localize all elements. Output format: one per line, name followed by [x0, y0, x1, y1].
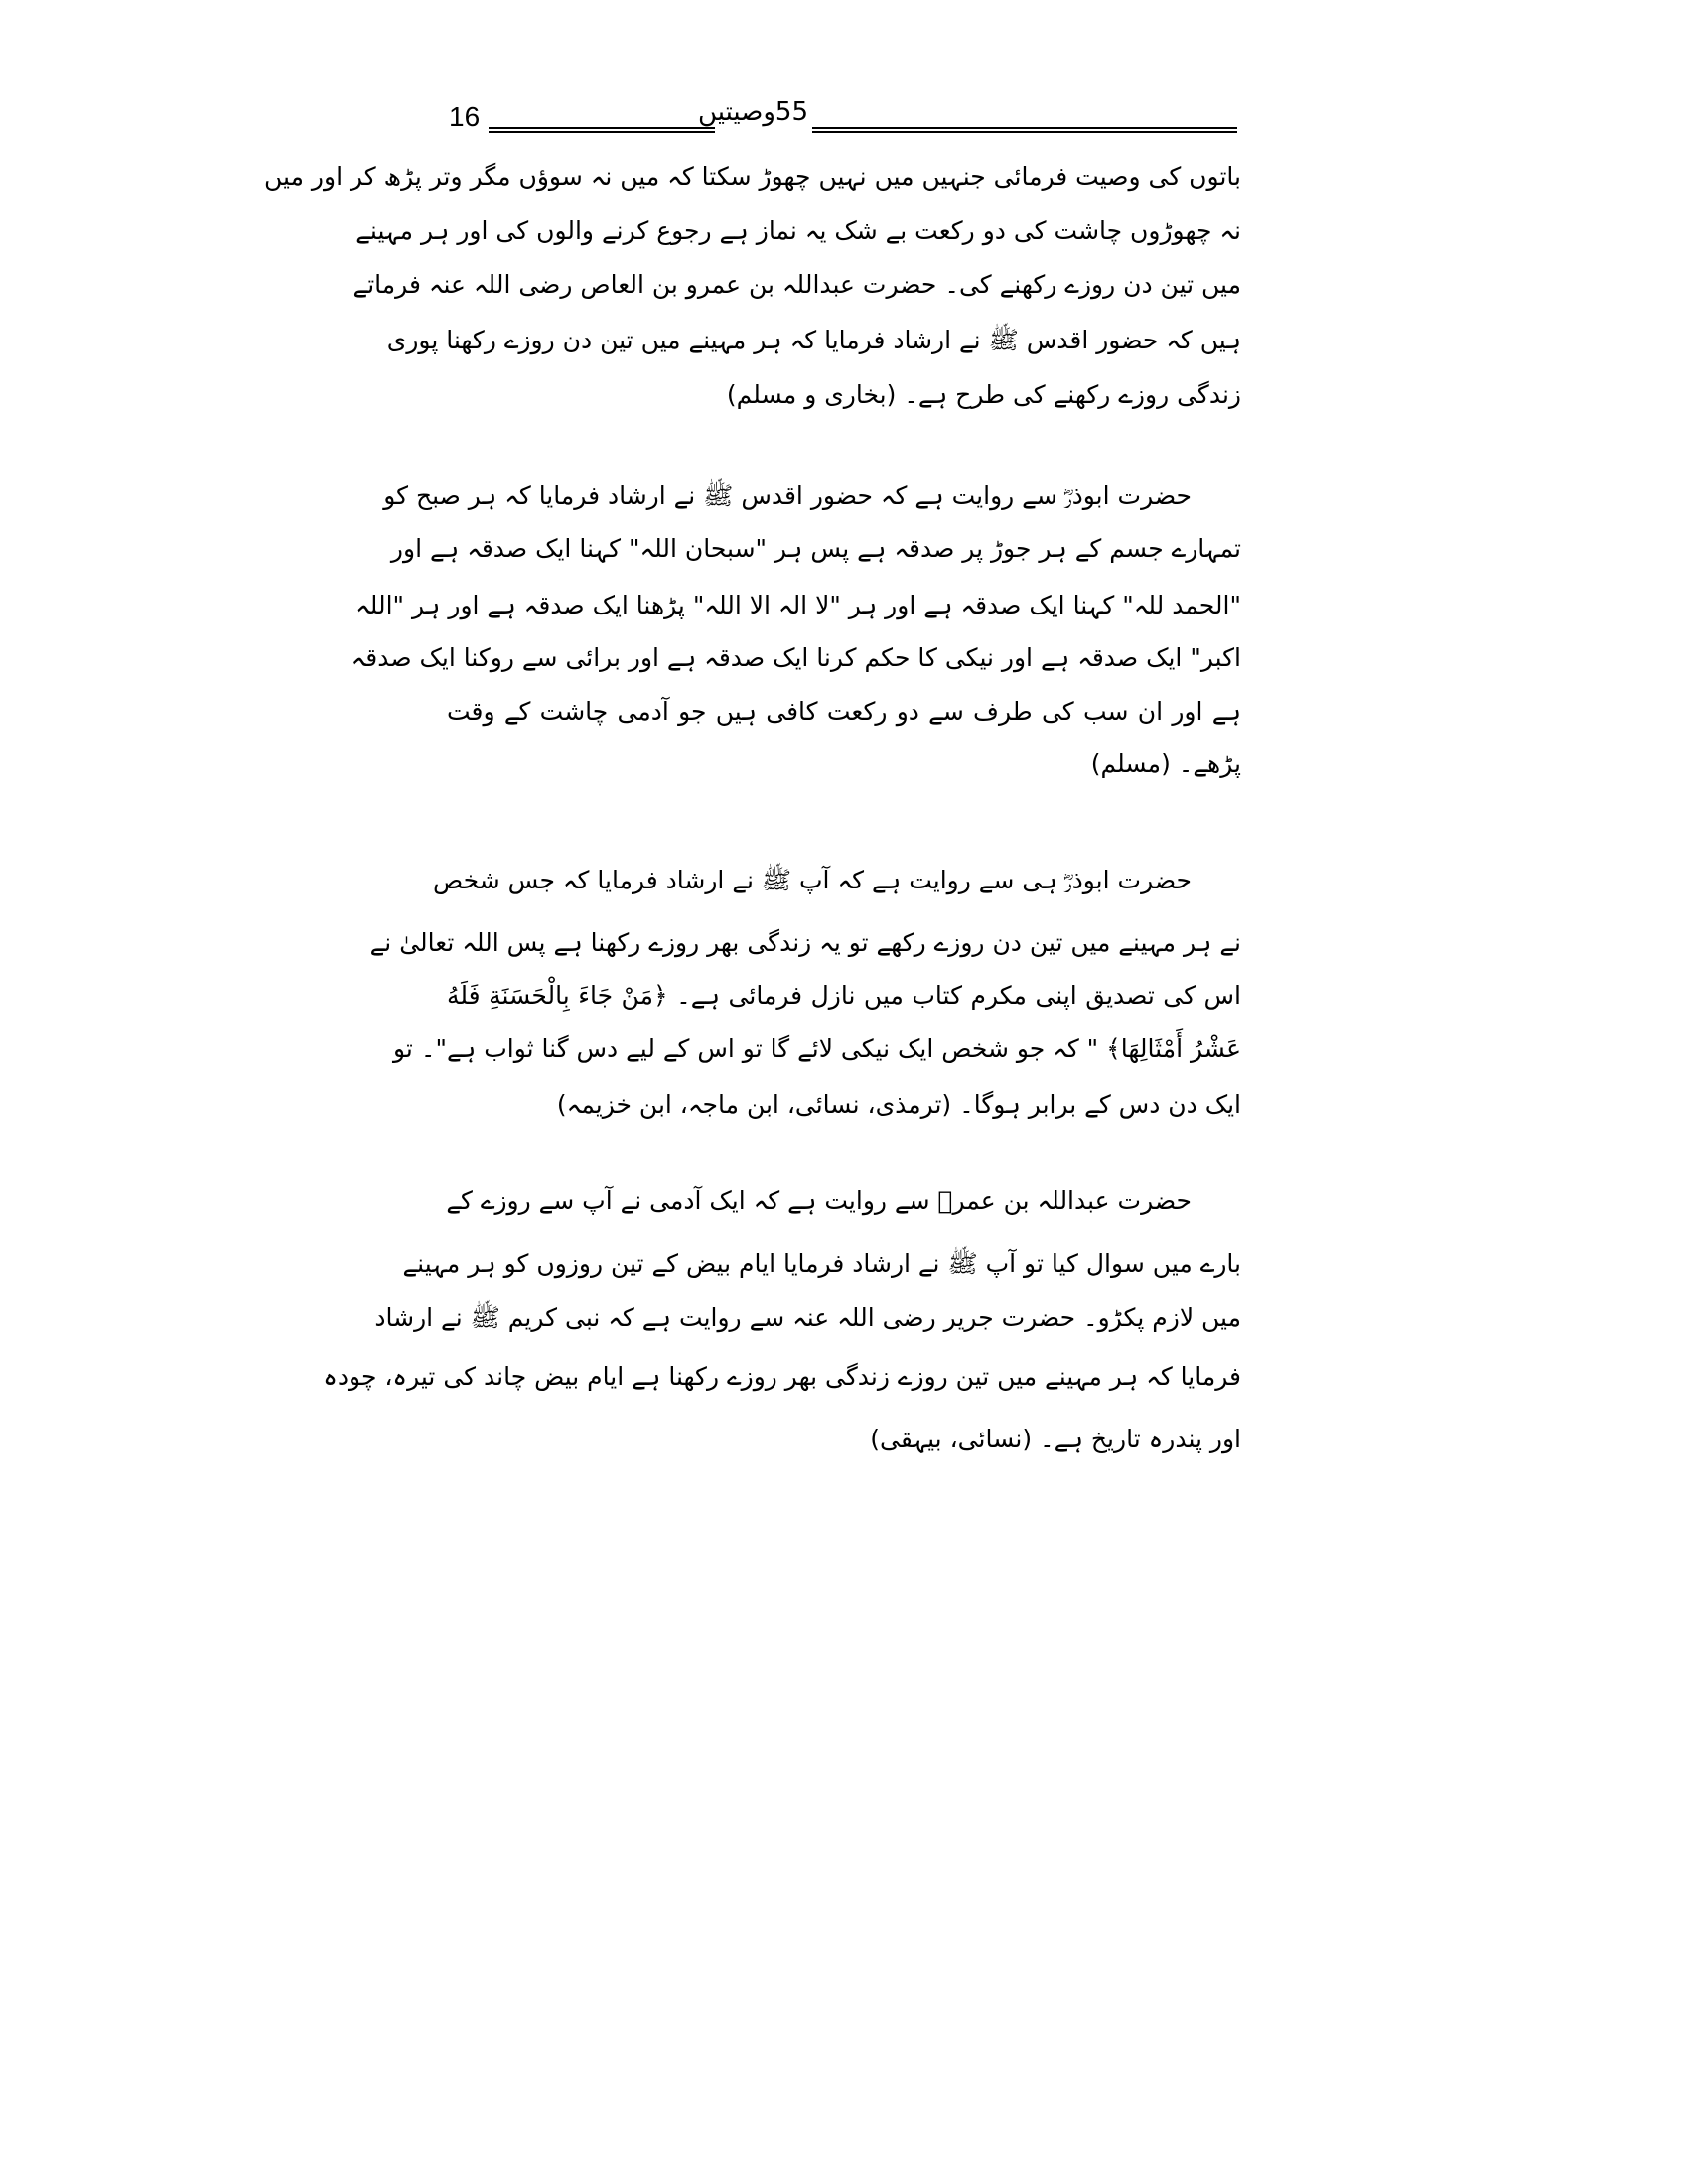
text-line: حضرت ابوذرؓ سے روایت ہے کہ حضور اقدس ﷺ نے ارشاد فرمایا کہ ہر صبح کو — [383, 481, 1192, 510]
text-line: ہیں کہ حضور اقدس ﷺ نے ارشاد فرمایا کہ ہر مہینے میں تین دن روزے رکھنا پوری — [386, 326, 1241, 354]
text-line: اس کی تصدیق اپنی مکرم کتاب میں نازل فرمائی ہے۔ ﴿مَنْ جَاءَ بِالْحَسَنَةِ فَلَهُ — [447, 981, 1241, 1010]
text-line: حضرت عبداللہ بن عمرؓ سے روایت ہے کہ ایک آدمی نے آپ سے روزے کے — [446, 1186, 1192, 1215]
text-line: میں تین دن روزے رکھنے کی۔ حضرت عبداللہ بن عمرو بن العاص رضی اللہ عنہ فرماتے — [352, 270, 1241, 299]
text-line: اور پندرہ تاریخ ہے۔ (نسائی، بیہقی) — [870, 1425, 1241, 1453]
text-line: میں لازم پکڑو۔ حضرت جریر رضی اللہ عنہ سے روایت ہے کہ نبی کریم ﷺ نے ارشاد — [374, 1303, 1241, 1332]
text-line: باتوں کی وصیت فرمائی جنہیں میں نہیں چھوڑ سکتا کہ میں نہ سوؤں مگر وتر پڑھ کر اور میں — [264, 162, 1241, 191]
page-number: 16 — [449, 101, 481, 132]
text-line: تمہارے جسم کے ہر جوڑ پر صدقہ ہے پس ہر "سبحان اللہ" کہنا ایک صدقہ ہے اور — [390, 534, 1241, 563]
text-line: بارے میں سوال کیا تو آپ ﷺ نے ارشاد فرمایا ایام بیض کے تین روزوں کو ہر مہینے — [402, 1249, 1241, 1278]
text-line: ہے اور ان سب کی طرف سے دو رکعت کافی ہیں جو آدمی چاشت کے وقت — [447, 697, 1241, 726]
book-title: 55وصیتیں — [697, 97, 808, 127]
text-line: اکبر" ایک صدقہ ہے اور نیکی کا حکم کرنا ایک صدقہ ہے اور برائی سے روکنا ایک صدقہ — [351, 643, 1241, 672]
text-line: "الحمد للہ" کہنا ایک صدقہ ہے اور ہر "لا الہ الا اللہ" پڑھنا ایک صدقہ ہے اور ہر "اللہ — [355, 591, 1241, 619]
text-line: نے ہر مہینے میں تین دن روزے رکھے تو یہ زندگی بھر روزے رکھنا ہے پس اللہ تعالیٰ نے — [369, 928, 1241, 957]
text-line: پڑھے۔ (مسلم) — [1090, 750, 1241, 778]
text-line: فرمایا کہ ہر مہینے میں تین روزے زندگی بھر روزے رکھنا ہے ایام بیض چاند کی تیرہ، چودہ — [323, 1362, 1241, 1391]
text-line: زندگی روزے رکھنے کی طرح ہے۔ (بخاری و مسلم) — [726, 380, 1241, 409]
text-line: حضرت ابوذرؓ ہی سے روایت ہے کہ آپ ﷺ نے ارشاد فرمایا کہ جس شخص — [432, 866, 1192, 894]
header-rule-left — [489, 127, 715, 133]
text-line: عَشْرُ أَمْثَالِهَا﴾ " کہ جو شخص ایک نیکی لائے گا تو اس کے لیے دس گنا ثواب ہے"۔ تو — [393, 1034, 1241, 1063]
header-rule-right — [812, 127, 1237, 133]
text-line: نہ چھوڑوں چاشت کی دو رکعت بے شک یہ نماز ہے رجوع کرنے والوں کی اور ہر مہینے — [355, 216, 1241, 245]
text-line: ایک دن دس کے برابر ہوگا۔ (ترمذی، نسائی، ابن ماجہ، ابن خزیمہ) — [556, 1090, 1241, 1119]
